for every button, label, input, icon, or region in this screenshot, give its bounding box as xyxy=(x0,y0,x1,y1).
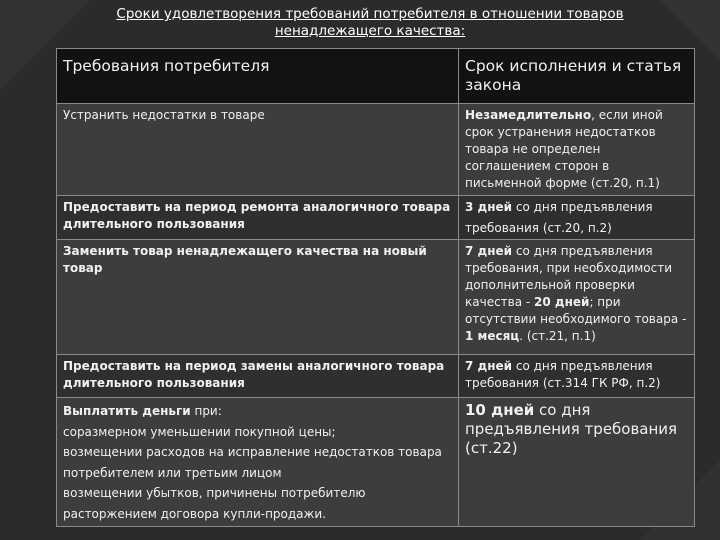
requirement-text: Предоставить на период замены аналогичного товара длительного пользования xyxy=(63,359,445,390)
term-bold: 7 дней xyxy=(465,244,513,258)
term-bold: 3 дней xyxy=(465,200,513,214)
term-cell xyxy=(459,104,695,196)
term-text: со дня предъявления требования, при необходимости дополнительной проверки качества - xyxy=(465,244,673,309)
term-bold-3: 1 месяц xyxy=(465,329,520,343)
requirement-text: Заменить товар ненадлежащего качества на новый товар xyxy=(63,244,427,275)
term-bold: 10 дней xyxy=(465,401,535,419)
requirement-cell xyxy=(57,196,459,240)
term-cell xyxy=(459,398,695,527)
table-header-row xyxy=(57,49,695,104)
requirement-cell xyxy=(57,104,459,196)
term-cell xyxy=(459,240,695,355)
term-bold: Незамедлительно xyxy=(465,108,592,122)
term-text-3: . (ст.21, п.1) xyxy=(519,329,596,343)
requirement-cell xyxy=(57,240,459,355)
requirements-table xyxy=(56,48,695,527)
requirement-text: Устранить недостатки в товаре xyxy=(63,108,265,122)
term-bold-2: 20 дней xyxy=(534,295,590,309)
requirement-bold: Выплатить деньги xyxy=(63,404,191,418)
term-text-line-2: требования (ст.20, п.2) xyxy=(465,221,612,235)
requirement-line: соразмерном уменьшении покупной цены; xyxy=(63,424,336,439)
header-requirements: Требования потребителя xyxy=(57,49,459,104)
term-text: со дня предъявления требования (ст.22) xyxy=(465,401,678,457)
header-term: Срок исполнения и статья закона xyxy=(459,49,695,104)
requirement-text: Предоставить на период ремонта аналогичного товара длительного пользования xyxy=(63,200,451,231)
requirement-heading xyxy=(63,401,452,422)
term-cell xyxy=(459,355,695,398)
term-text: со дня предъявления xyxy=(512,200,653,214)
table-row xyxy=(57,104,695,196)
term-text: со дня предъявления требования (ст.314 ГК РФ, п.2) xyxy=(465,359,661,390)
term-text: , если иной срок устранения недостатков товара не определен соглашением сторон в письменной форме (ст.20, п.1) xyxy=(465,108,663,190)
page-title xyxy=(60,6,680,40)
table-row xyxy=(57,398,695,527)
table-row xyxy=(57,196,695,240)
table-row xyxy=(57,240,695,355)
requirement-cell xyxy=(57,355,459,398)
term-cell xyxy=(459,196,695,240)
requirement-line: возмещении убытков, причинены потребителю расторжением договора купли-продажи. xyxy=(63,486,366,521)
requirement-text: при: xyxy=(190,404,222,418)
title-line-1: Сроки удовлетворения требований потребителя в отношении товаров xyxy=(116,6,624,22)
term-bold: 7 дней xyxy=(465,359,513,373)
table-row xyxy=(57,355,695,398)
requirement-line: возмещении расходов на исправление недостатков товара потребителем или третьим лицом xyxy=(63,445,442,480)
requirement-cell xyxy=(57,398,459,527)
term-text-2: ; при отсутствии необходимого товара - xyxy=(465,295,687,326)
title-line-2: ненадлежащего качества: xyxy=(274,23,466,39)
